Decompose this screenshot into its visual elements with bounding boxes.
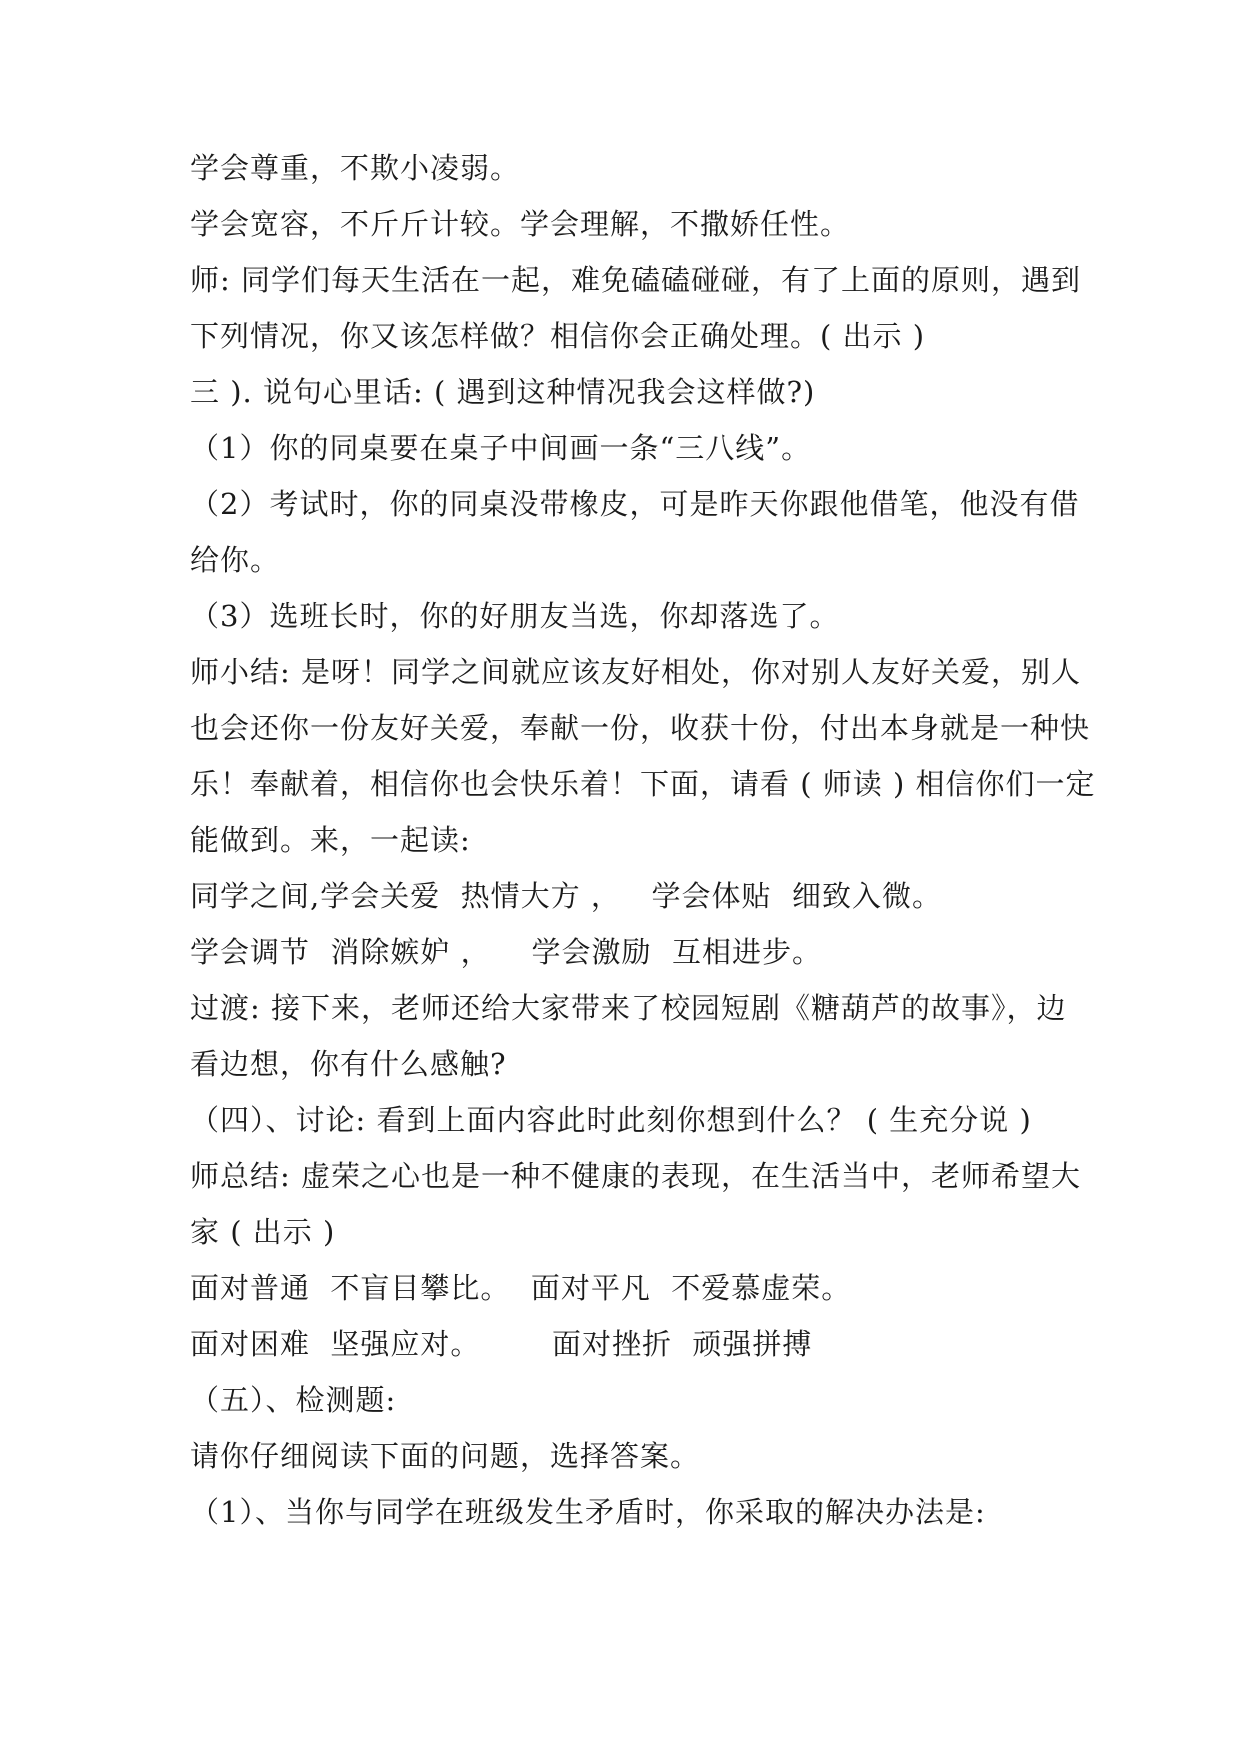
text-line: 下列情况，你又该怎样做？相信你会正确处理。( 出示 )	[190, 319, 926, 353]
text-line: 面对普通 不盲目攀比。 面对平凡 不爱慕虚荣。	[190, 1271, 852, 1305]
list-item: （1）、当你与同学在班级发生矛盾时，你采取的解决办法是:	[190, 1495, 986, 1529]
text-line: 面对困难 坚强应对。 面对挫折 顽强拼搏	[190, 1327, 813, 1361]
section-heading: （五）、检测题:	[190, 1383, 397, 1417]
text-line: 师小结: 是呀！同学之间就应该友好相处，你对别人友好关爱，别人	[190, 655, 1081, 689]
text-line: 学会调节 消除嫉妒 ， 学会激励 互相进步。	[190, 935, 822, 969]
text-line: 师总结: 虚荣之心也是一种不健康的表现，在生活当中，老师希望大	[190, 1159, 1081, 1193]
text-line: 能做到。来，一起读:	[190, 823, 471, 857]
text-line: 同学之间,学会关爱 热情大方 ， 学会体贴 细致入微。	[190, 879, 942, 913]
list-item: （2）考试时，你的同桌没带橡皮，可是昨天你跟他借笔，他没有借	[190, 487, 1080, 521]
text-line: 乐！奉献着，相信你也会快乐着！下面，请看 ( 师读 ) 相信你们一定	[190, 767, 1096, 801]
text-line: 家 ( 出示 )	[190, 1215, 336, 1249]
text-line: 学会尊重，不欺小凌弱。	[190, 151, 521, 185]
text-line: 请你仔细阅读下面的问题，选择答案。	[190, 1439, 701, 1473]
text-line: 师: 同学们每天生活在一起，难免磕磕碰碰，有了上面的原则，遇到	[190, 263, 1081, 297]
section-heading: （四）、讨论: 看到上面内容此时此刻你想到什么？ ( 生充分说 )	[190, 1103, 1032, 1137]
list-item: （3）选班长时，你的好朋友当选，你却落选了。	[190, 599, 840, 633]
text-line: 学会宽容，不斤斤计较。学会理解，不撒娇任性。	[190, 207, 851, 241]
list-item: （1）你的同桌要在桌子中间画一条“三八线”。	[190, 431, 812, 465]
text-line: 给你。	[190, 543, 281, 577]
section-heading: 三 ). 说句心里话: ( 遇到这种情况我会这样做?)	[190, 375, 816, 409]
text-line: 也会还你一份友好关爱，奉献一份，收获十份，付出本身就是一种快	[190, 711, 1091, 745]
text-line: 过渡: 接下来，老师还给大家带来了校园短剧《糖葫芦的故事》，边	[190, 991, 1067, 1025]
text-line: 看边想，你有什么感触?	[190, 1047, 507, 1081]
